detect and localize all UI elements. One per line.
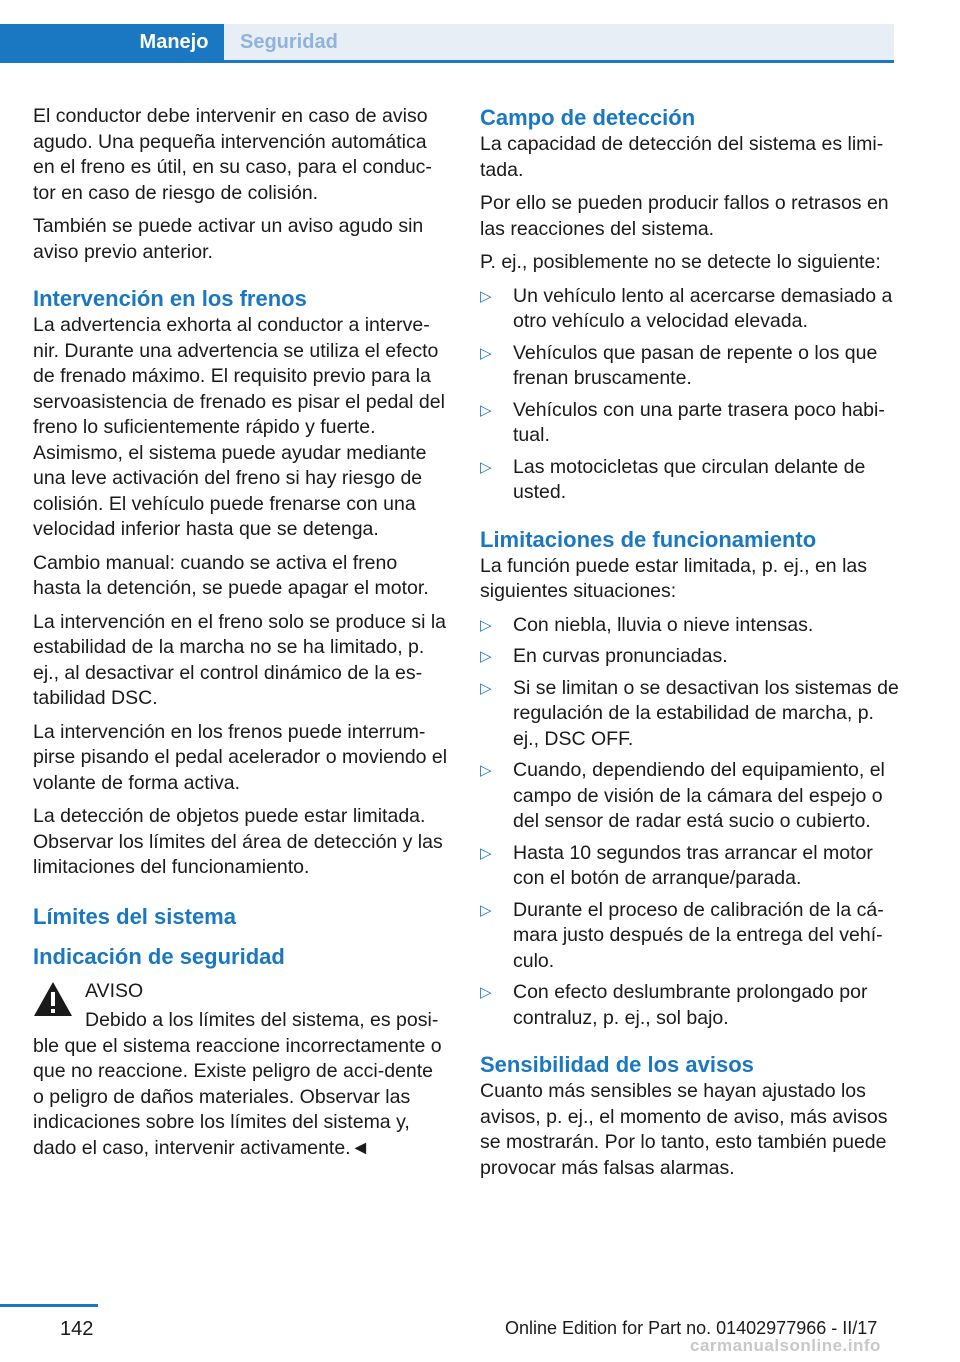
triangle-bullet-icon: ▷: [480, 401, 492, 419]
header-accent-block: [0, 24, 124, 63]
tab-seguridad[interactable]: Seguridad: [240, 31, 338, 53]
right-column: [480, 104, 900, 1189]
paragraph: P. ej., posiblemente no se detecte lo siguiente:: [480, 251, 881, 273]
triangle-bullet-icon: ▷: [480, 458, 492, 476]
triangle-bullet-icon: ▷: [480, 344, 492, 362]
list-item: ▷ Las motocicletas que circulan delante de usted.: [480, 455, 866, 503]
paragraph: La capacidad de detección del sistema es limi‐tada.: [480, 133, 884, 181]
heading-intervencion-frenos: Intervención en los frenos: [33, 286, 307, 311]
triangle-bullet-icon: ▷: [480, 762, 492, 779]
header-underline: [0, 60, 894, 63]
list-item: ▷ Hasta 10 segundos tras arrancar el motor con el botón de arranque/parada.: [480, 841, 873, 889]
tab-manejo[interactable]: Manejo: [124, 24, 224, 60]
paragraph: La intervención en los frenos puede interrum‐pirse pisando el pedal acelerador o moviendo el volante de forma activa.: [33, 720, 448, 794]
list-item: ▷ Un vehículo lento al acercarse demasiado a otro vehículo a velocidad elevada.: [480, 284, 893, 332]
list-deteccion: [480, 284, 900, 506]
left-column: [33, 104, 448, 1161]
list-item: ▷ Durante el proceso de calibración de la cá‐mara justo después de la entrega del vehí‐culo.: [480, 898, 884, 972]
triangle-bullet-icon: ▷: [480, 844, 492, 862]
list-item: ▷ Si se limitan o se desactivan los sistemas de regulación de la estabilidad de marcha, p. ej., DSC OFF.: [480, 676, 899, 750]
triangle-bullet-icon: ▷: [480, 679, 492, 697]
triangle-bullet-icon: ▷: [480, 984, 492, 1001]
paragraph: La detección de objetos puede estar limitada. Observar los límites del área de detección y las limitaciones del funcionamiento.: [33, 805, 443, 878]
list-item: ▷ Vehículos con una parte trasera poco habi‐tual.: [480, 398, 885, 446]
triangle-bullet-icon: ▷: [480, 648, 492, 665]
paragraph: La intervención en el freno solo se produce si la estabilidad de la marcha no se ha limitado, p. ej., al desactivar el control dinámico de la es‐tabilidad DSC.: [33, 610, 447, 709]
page-number: 142: [60, 1318, 94, 1340]
paragraph: La advertencia exhorta al conductor a interve‐nir. Durante una advertencia se utiliza el efecto de frenado máximo. El requisito previo para la servoasistencia de frenado es pisar el pedal del freno lo suficientemente rápido y fuerte. Asimismo, el sistema puede ayudar mediante una leve activación del freno si hay riesgo de colisión. El vehículo puede frenarse con una velocidad inferior hasta que se detenga.: [33, 314, 445, 540]
list-limitaciones: [480, 613, 900, 1032]
edition-text: Online Edition for Part no. 01402977966 - II/17: [505, 1318, 878, 1338]
heading-indicacion-seguridad: Indicación de seguridad: [33, 943, 285, 969]
watermark: carmanualsonline.info: [690, 1336, 881, 1355]
heading-campo-deteccion: Campo de detección: [480, 105, 696, 130]
warning-body: Debido a los límites del sistema, es posi‐ble que el sistema reaccione incorrectamente o que no reaccione. Existe peligro de acci‐dente o peligro de daños materiales. Observar las indicaciones sobre los límites del sistema y, dado el caso, intervenir activamente.◄: [33, 1009, 442, 1159]
paragraph: También se puede activar un aviso agudo sin aviso previo anterior.: [33, 215, 424, 263]
warning-title: AVISO: [85, 979, 144, 1002]
footer-line: [0, 1304, 98, 1307]
triangle-bullet-icon: ▷: [480, 287, 492, 305]
paragraph: Cuanto más sensibles se hayan ajustado los avisos, p. ej., el momento de aviso, más avisos se mostrarán. Por lo tanto, esto también puede provocar más falsas alarmas.: [480, 1080, 888, 1179]
list-item: ▷ Con niebla, lluvia o nieve intensas.: [480, 613, 900, 639]
warning-triangle-icon: [33, 981, 73, 1017]
list-item: ▷ Cuando, dependiendo del equipamiento, el campo de visión de la cámara del espejo o del sensor de radar está sucio o cubierto.: [480, 759, 885, 832]
warning-block: [33, 979, 448, 1162]
list-item: ▷ Con efecto deslumbrante prolongado por contraluz, p. ej., sol bajo.: [480, 981, 868, 1029]
triangle-bullet-icon: ▷: [480, 616, 492, 634]
heading-limites-sistema: Límites del sistema: [33, 903, 236, 929]
triangle-bullet-icon: ▷: [480, 901, 492, 919]
heading-limitaciones-funcionamiento: Limitaciones de funcionamiento: [480, 526, 817, 552]
paragraph: La función puede estar limitada, p. ej., en las siguientes situaciones:: [480, 554, 867, 602]
paragraph: Por ello se pueden producir fallos o retrasos en las reacciones del sistema.: [480, 192, 889, 240]
paragraph: El conductor debe intervenir en caso de aviso agudo. Una pequeña intervención automática en el freno es útil, en su caso, para el conduc‐tor en caso de riesgo de colisión.: [33, 105, 432, 204]
list-item: ▷ Vehículos que pasan de repente o los que frenan bruscamente.: [480, 341, 878, 389]
heading-sensibilidad-avisos: Sensibilidad de los avisos: [480, 1052, 754, 1077]
list-item: ▷ En curvas pronunciadas.: [480, 644, 900, 670]
paragraph: Cambio manual: cuando se activa el freno hasta la detención, se puede apagar el motor.: [33, 551, 429, 599]
